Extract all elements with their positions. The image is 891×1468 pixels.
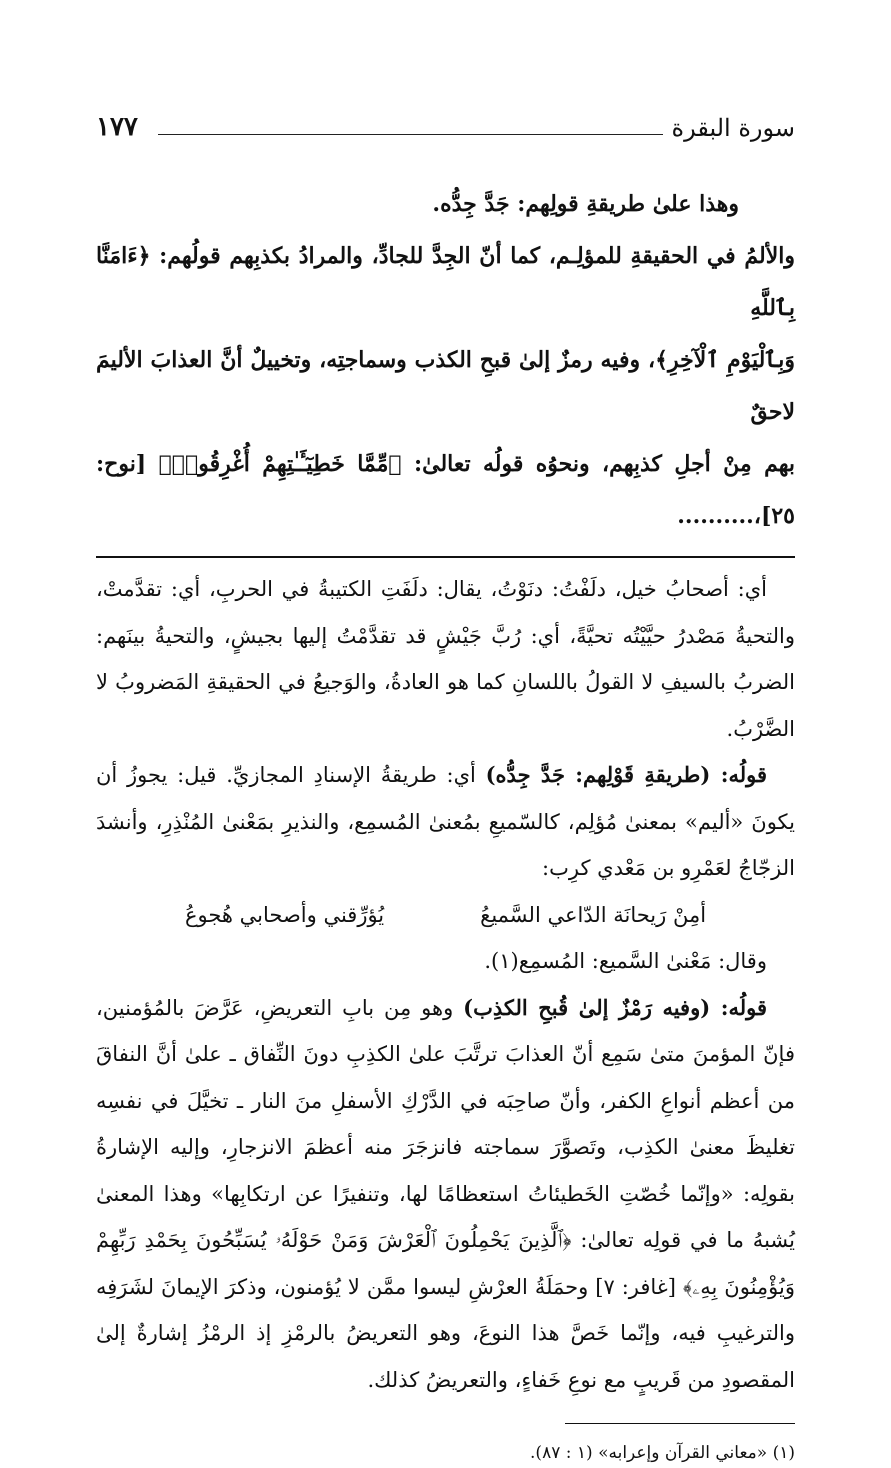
footnote: (١) «معاني القرآن وإعرابه» (١ : ٨٧). [530, 1443, 795, 1463]
main-commentary-divider [96, 556, 795, 558]
poem-verse [96, 892, 795, 939]
commentary-paragraph-4 [96, 985, 795, 1404]
page-body [96, 178, 795, 1468]
lemma-2: قولُه: (وفيه رَمْزٌ إلىٰ قُبحِ الكذِب) [463, 994, 767, 1020]
main-text [96, 178, 795, 542]
page-number: ١٧٧ [96, 112, 138, 142]
sura-title: سورة البقرة [671, 114, 795, 142]
main-line-2: والألمُ في الحقيقةِ للمؤلِـم، كما أنّ الجِدَّ للجادِّ، والمرادُ بكذبِهم قولُهم: ﴿ءَامَنَّا بِٱللَّهِ [96, 243, 795, 321]
commentary-text [96, 566, 795, 1403]
commentary-paragraph-3: وقال: مَعْنىٰ السَّميع: المُسمِع(١). [484, 949, 767, 973]
poem-first-hemistich: أمِنْ رَيحانَة الدّاعي السَّميعُ [480, 902, 707, 927]
commentary-paragraph-2-text: أي: طريقةُ الإسنادِ المجازيِّ. قيل: يجوزُ أن يكونَ «أليم» بمعنىٰ مُؤلِم، كالسّميعِ بمُعنىٰ المُسمِع، والنذيرِ بمَعْنىٰ المُنْذِرِ، وأنشدَ الزجّاجُ لعَمْرِو بن مَعْدي كرِب: [96, 763, 795, 880]
header-rule [158, 134, 663, 135]
lemma-1: قولُه: (طريقةِ قَوْلِهم: جَدَّ جِدُّه) [485, 762, 767, 787]
commentary-paragraph-4-text: وهو مِن بابِ التعريضِ، عَرَّضَ بالمُؤمنين، فإنّ المؤمنَ متىٰ سَمِع أنّ العذابَ ترتَّبَ علىٰ الكذِبِ دونَ النِّفاق ـ علىٰ أنَّ النفاقَ من أعظم أنواعِ الكفر، وأنّ صاحِبَه في الدَّرْكِ الأسفلِ منَ النار ـ تخيَّلَ في نفسِه تغليظَ معنىٰ الكذِب، وتَصوَّرَ سماجته فانزجَرَ منه أعظمَ الانزجارِ، وإليه الإشارةُ بقولِه: «وإنّما خُصّتِ الخَطيئاتُ استعظامًا لها، وتنفيرًا عن ارتكابِها» وهذا المعنىٰ يُشبهُ ما في قولِه تعالىٰ: ﴿ٱلَّذِينَ يَحْمِلُونَ ٱلْعَرْشَ وَمَنْ حَوْلَهُۥ يُسَبِّحُونَ بِحَمْدِ رَبِّهِمْ وَيُؤْمِنُونَ بِهِۦ﴾ [غافر: ٧] وحمَلَةُ العرْشِ ليسوا ممَّن لا يُؤمنون، وذكرَ الإيمانَ لشَرَفِه والترغيبِ فيه، وإنّما خَصَّ هذا النوعَ، وهو التعريضُ بالرمْزِ إذ الرمْزُ إشارةٌ إلىٰ المقصودِ من قَريبٍ مع نوعِ خَفاءٍ، والتعريضُ كذلك. [96, 995, 795, 1392]
poem-second-hemistich: يُؤرِّقني وأصحابي هُجوعُ [184, 902, 385, 927]
main-line-4: بهم مِنْ أجلِ كذبِهم، ونحوُه قولُه تعالىٰ: ﴿مِّمَّا خَطِيٓـَٔـٰتِهِمْ أُغْرِقُوا۟﴾ [نوح: ٢٥]،.......... [96, 451, 795, 529]
main-line-1: وهذا علىٰ طريقةِ قولِهم: جَدَّ جِدُّه. [432, 191, 739, 217]
main-line-3: وَبِٱلْيَوْمِ ٱلْآخِرِ﴾، وفيه رمزٌ إلىٰ قبحِ الكذب وسماجتِه، وتخييلٌ أنَّ العذابَ الأليمَ لاحقٌ [96, 347, 795, 425]
page-header [96, 112, 795, 152]
commentary-paragraph-2 [96, 752, 795, 892]
commentary-paragraph-1: أي: أصحابُ خيل، دلَفْتُ: دنَوْتُ، يقال: دلَفَتِ الكتيبةُ في الحربِ، أي: تقدَّمتْ، والتحيةُ مَصْدرُ حيَّيْتُه تحيَّةً، أي: رُبَّ جَيْشٍ قد تقدَّمْتُ إليها بجيشٍ، والتحيةُ بينَهم: الضربُ بالسيفِ لا القولُ باللسانِ كما هو العادةُ، والوَجيعُ في الحقيقةِ المَضروبُ لا الضَّرْبُ. [96, 577, 795, 741]
footnote-rule [565, 1423, 795, 1424]
